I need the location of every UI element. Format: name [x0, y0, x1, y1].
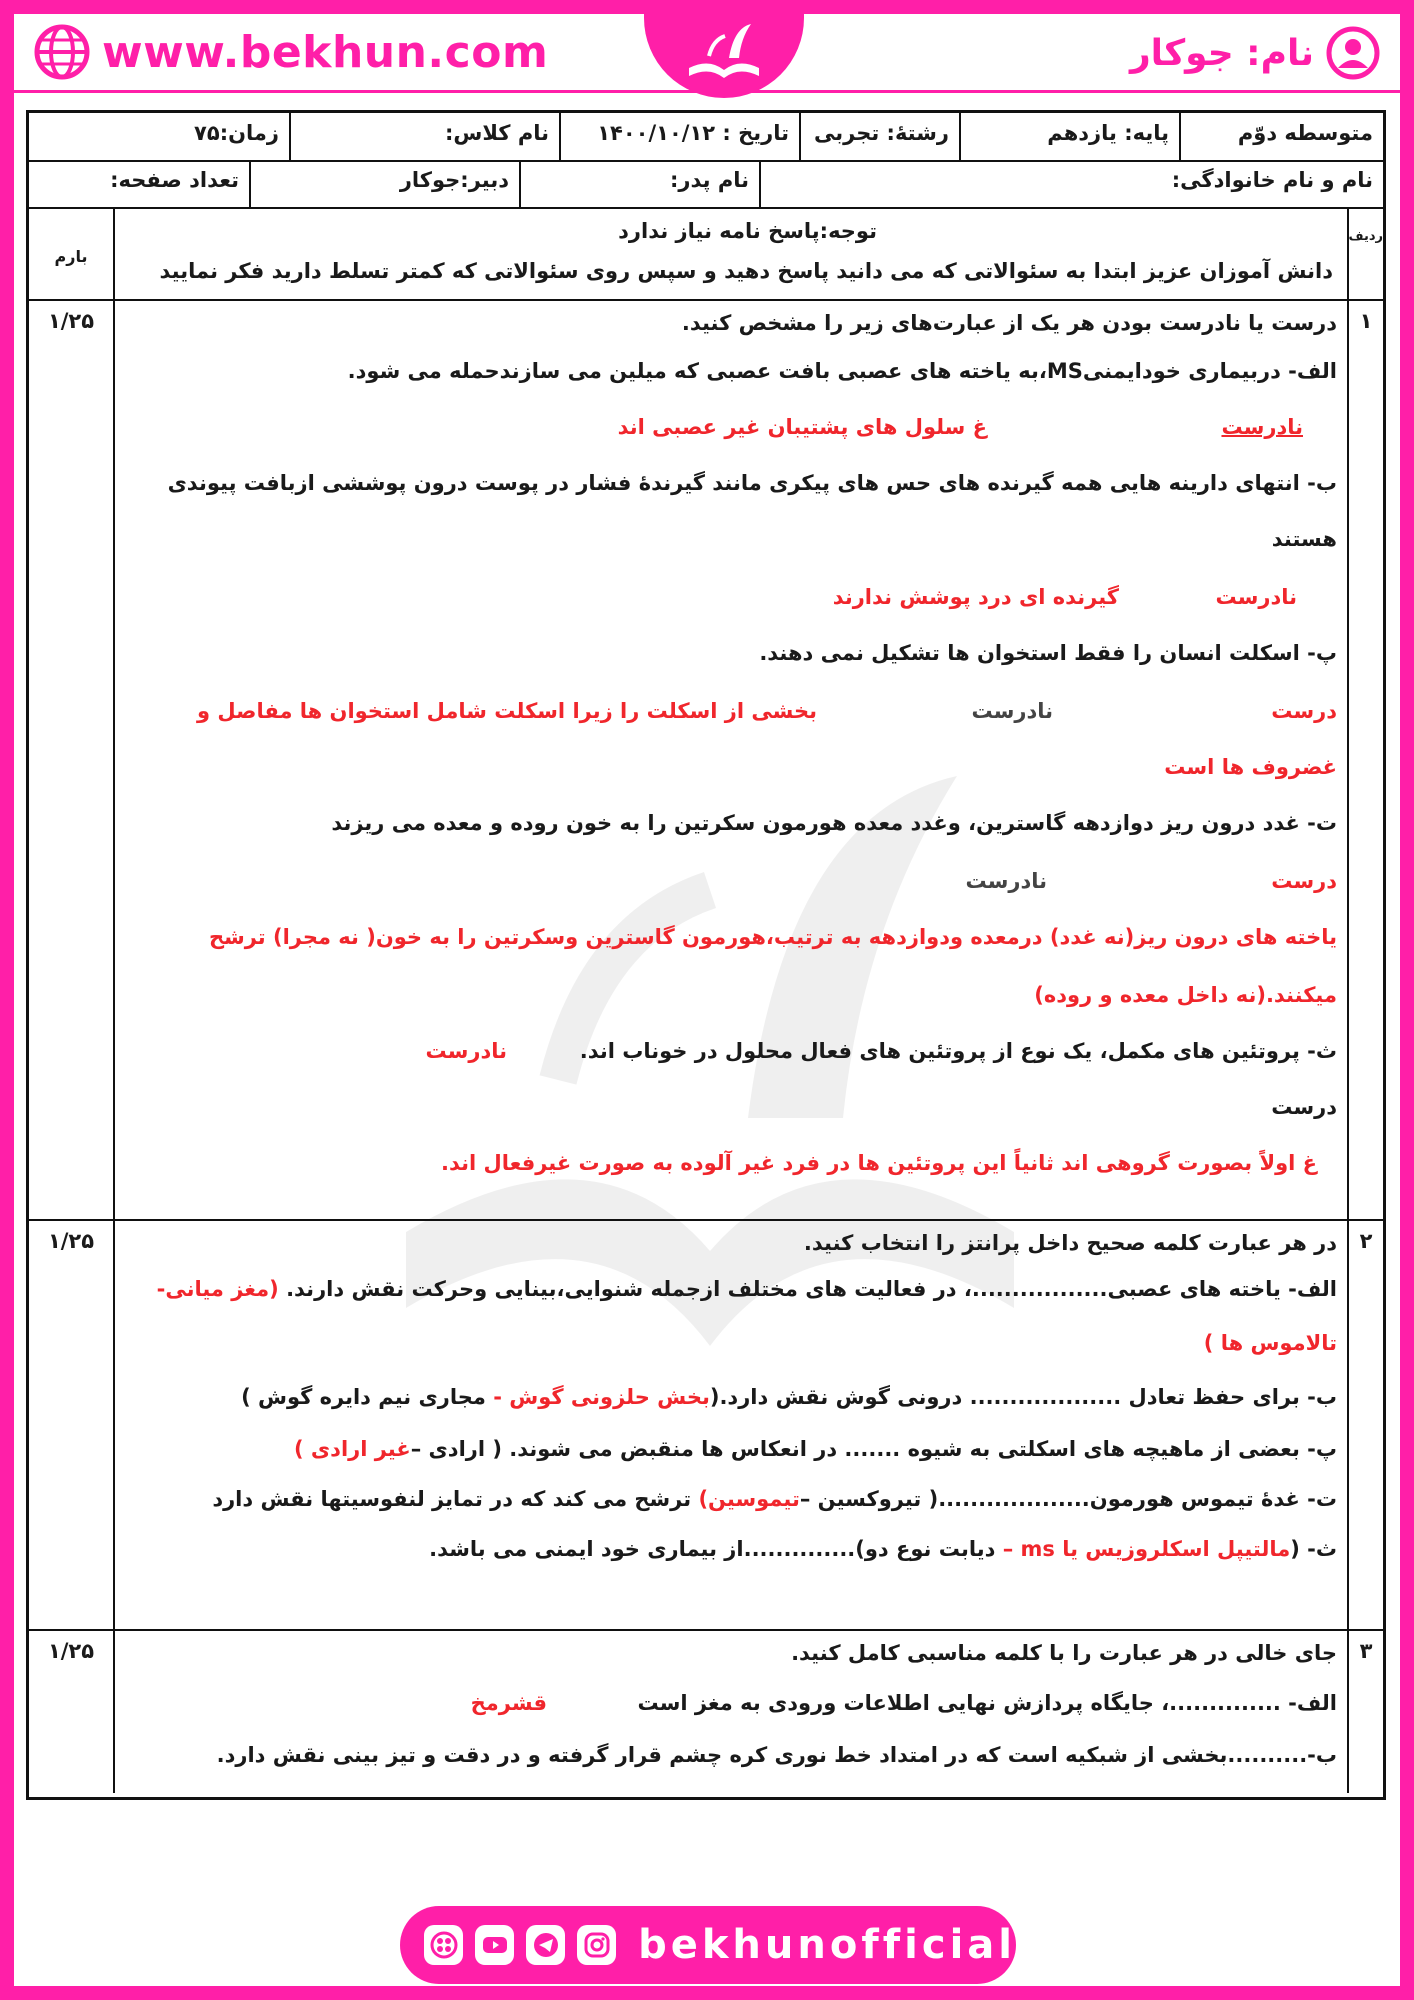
question-body: [125, 1219, 1337, 1629]
item-c-line: [125, 1437, 1337, 1462]
item-a-text: الف- یاخته های عصبی.................، در فعالیت های مختلف ازجمله شنوایی،بینایی وحرکت نقش دارند.: [286, 1277, 1337, 1301]
item-e-tail: دیابت نوع دو)..............از بیماری خود ایمنی می باشد.: [429, 1537, 1003, 1561]
item-e-line: [125, 1537, 1337, 1562]
item-a-text: الف- دربیماری خودایمنیMS،به یاخته های عصبی بافت عصبی که میلین می سازندحمله می شود.: [347, 359, 1337, 383]
item-e-open: ث- (: [1290, 1537, 1337, 1561]
question-number: ۲: [1347, 1219, 1383, 1629]
item-b-answer: نادرست: [1215, 585, 1297, 609]
site-link[interactable]: [34, 24, 548, 80]
item-a-note: غ سلول های پشتیبان غیر عصبی اند: [617, 415, 987, 439]
item-c-note-2: غضروف ها است: [1164, 755, 1337, 779]
item-b-note: گیرنده ای درد پوشش ندارند: [832, 585, 1119, 609]
notice-text: دانش آموزان عزیز ابتدا به سئوالاتی که می دانید پاسخ دهید و سپس روی سئوالاتی که کمتر تسلط دارید فکر نمایید: [159, 259, 1333, 283]
student-name-tag: [1130, 26, 1380, 80]
question-3: [29, 1629, 1383, 1793]
item-b-text: ب-..........بخشی از شبکیه است که در امتداد خط نوری کره چشم قرار گرفته و در دقت و تیز بینی نقش دارد.: [216, 1743, 1337, 1767]
item-b-text-2: هستند: [1271, 527, 1337, 551]
item-d-note-1: یاخته های درون ریز(نه غدد) درمعده ودوازدهه به ترتیب،هورمون گاسترین وسکرتین را به خون( نه مجرا) ترشح: [208, 925, 1337, 949]
item-e-answer-false: نادرست: [425, 1039, 507, 1063]
youtube-icon[interactable]: [475, 1925, 514, 1965]
item-d-text: ت- غدد درون ریز دوازدهه گاسترین، وغدد معده هورمون سکرتین را به خون روده و معده می ریزند: [331, 811, 1337, 835]
user-icon: [1326, 26, 1380, 80]
item-d-text: ت- غدهٔ تیموس هورمون...................( تیروکسین –: [799, 1487, 1337, 1511]
header-row-2: [29, 160, 1383, 209]
exam-time: زمان:۷۵: [194, 121, 279, 145]
grade: پایه: یازدهم: [959, 113, 1179, 160]
site-url[interactable]: www.bekhun.com: [102, 26, 549, 78]
social-handle[interactable]: bekhunofficial: [638, 1922, 1016, 1968]
book-logo-icon: [679, 18, 769, 88]
school-level: متوسطه دوّم: [1179, 113, 1383, 160]
question-title: در هر عبارت کلمه صحیح داخل پرانتز را انتخاب کنید.: [803, 1231, 1337, 1255]
class-name: نام کلاس:: [289, 113, 559, 160]
question-title: درست یا نادرست بودن هر یک از عبارت‌های زیر را مشخص کنید.: [681, 311, 1337, 335]
name-label: نام: جوکار: [1129, 32, 1314, 74]
item-a-answer: نادرست: [1221, 415, 1303, 439]
score-label: بارم: [29, 207, 115, 299]
top-bar: [14, 14, 1400, 93]
item-b-alt: مجاری نیم دایره گوش ): [241, 1385, 494, 1409]
item-a-line: [125, 1277, 1337, 1302]
globe-icon: [34, 24, 90, 80]
question-score: ۱/۲۵: [29, 1629, 115, 1793]
item-c-answer: غیر ارادی ): [294, 1437, 411, 1461]
teacher-name: دبیر:جوکار: [249, 160, 519, 207]
row-label: ردیف: [1347, 207, 1383, 299]
item-e-text: ث- پروتئین های مکمل، یک نوع از پروتئین های فعال محلول در خوناب اند.: [579, 1039, 1337, 1063]
item-d-answer: تیموسین): [698, 1487, 800, 1511]
item-e-note: غ اولاً بصورت گروهی اند ثانیاً این پروتئین ها در فرد غیر آلوده به صورت غیرفعال اند.: [441, 1151, 1317, 1175]
question-body: [125, 299, 1337, 1219]
question-score: ۱/۲۵: [29, 1219, 115, 1629]
item-d-tail: ترشح می کند که در تمایز لنفوسیتها نقش دارد: [212, 1487, 699, 1511]
student-name-field: نام و نام خانوادگی:: [759, 160, 1383, 207]
item-d-note-2: میکنند.(نه داخل معده و روده): [1034, 983, 1337, 1007]
notice-row: [29, 207, 1383, 301]
item-b-text-1: ب- انتهای دارینه هایی همه گیرنده های حس های پیکری مانند گیرندهٔ فشار در پوست درون پوششی ازبافت پیوندی: [167, 471, 1337, 495]
notice-body: [125, 207, 1337, 299]
item-d-line: [125, 1487, 1337, 1512]
item-c-text: پ- اسکلت انسان را فقط استخوان ها تشکیل نمی دهند.: [759, 641, 1337, 665]
question-number: ۱: [1347, 299, 1383, 1219]
question-score: ۱/۲۵: [29, 299, 115, 1219]
item-b-text: ب- برای حفظ تعادل ................... درونی گوش نقش دارد.(: [709, 1385, 1337, 1409]
father-name-field: نام پدر:: [519, 160, 759, 207]
item-c-answer-true: درست: [1271, 699, 1337, 723]
item-c-text: پ- بعضی از ماهیچه های اسکلتی به شیوه ....... در انعکاس ها منقبض می شوند. ( ارادی –: [410, 1437, 1337, 1461]
item-e-answer: مالتیپل اسکلروزیس یا ms –: [1002, 1537, 1291, 1561]
instagram-icon[interactable]: [577, 1925, 616, 1965]
aparat-icon[interactable]: [424, 1925, 463, 1965]
question-1: [29, 299, 1383, 1221]
question-body: [125, 1629, 1337, 1793]
item-c-answer-false: نادرست: [971, 699, 1053, 723]
item-b-line: [125, 1385, 1337, 1410]
header-row-1: [29, 113, 1383, 162]
field: رشتهٔ: تجربی: [799, 113, 959, 160]
item-c-note-1: بخشی از اسکلت را زیرا اسکلت شامل استخوان ها مفاصل و: [197, 699, 817, 723]
item-d-answer-true: درست: [1271, 869, 1337, 893]
item-a-answer: قشرمخ: [470, 1691, 547, 1715]
item-e-answer-true: درست: [1271, 1095, 1337, 1119]
notice-title: توجه:پاسخ نامه نیاز ندارد: [618, 219, 877, 243]
exam-date: تاریخ : ۱۴۰۰/۱۰/۱۲: [559, 113, 799, 160]
item-a-text: الف- ..............، جایگاه پردازش نهایی اطلاعات ورودی به مغز است: [637, 1691, 1337, 1715]
item-a-choice-1: (مغز میانی-: [156, 1277, 279, 1301]
social-footer[interactable]: [400, 1906, 1016, 1984]
question-number: ۳: [1347, 1629, 1383, 1793]
brand-logo: [644, 8, 804, 98]
item-a-choice-2: تالاموس ها ): [1203, 1331, 1337, 1355]
telegram-icon[interactable]: [526, 1925, 565, 1965]
item-b-answer: بخش حلزونی گوش -: [493, 1385, 710, 1409]
exam-sheet: [26, 110, 1386, 1800]
question-title: جای خالی در هر عبارت را با کلمه مناسبی کامل کنید.: [791, 1641, 1337, 1665]
page-count: تعداد صفحه:: [110, 168, 239, 192]
item-d-answer-false: نادرست: [965, 869, 1047, 893]
question-2: [29, 1219, 1383, 1631]
